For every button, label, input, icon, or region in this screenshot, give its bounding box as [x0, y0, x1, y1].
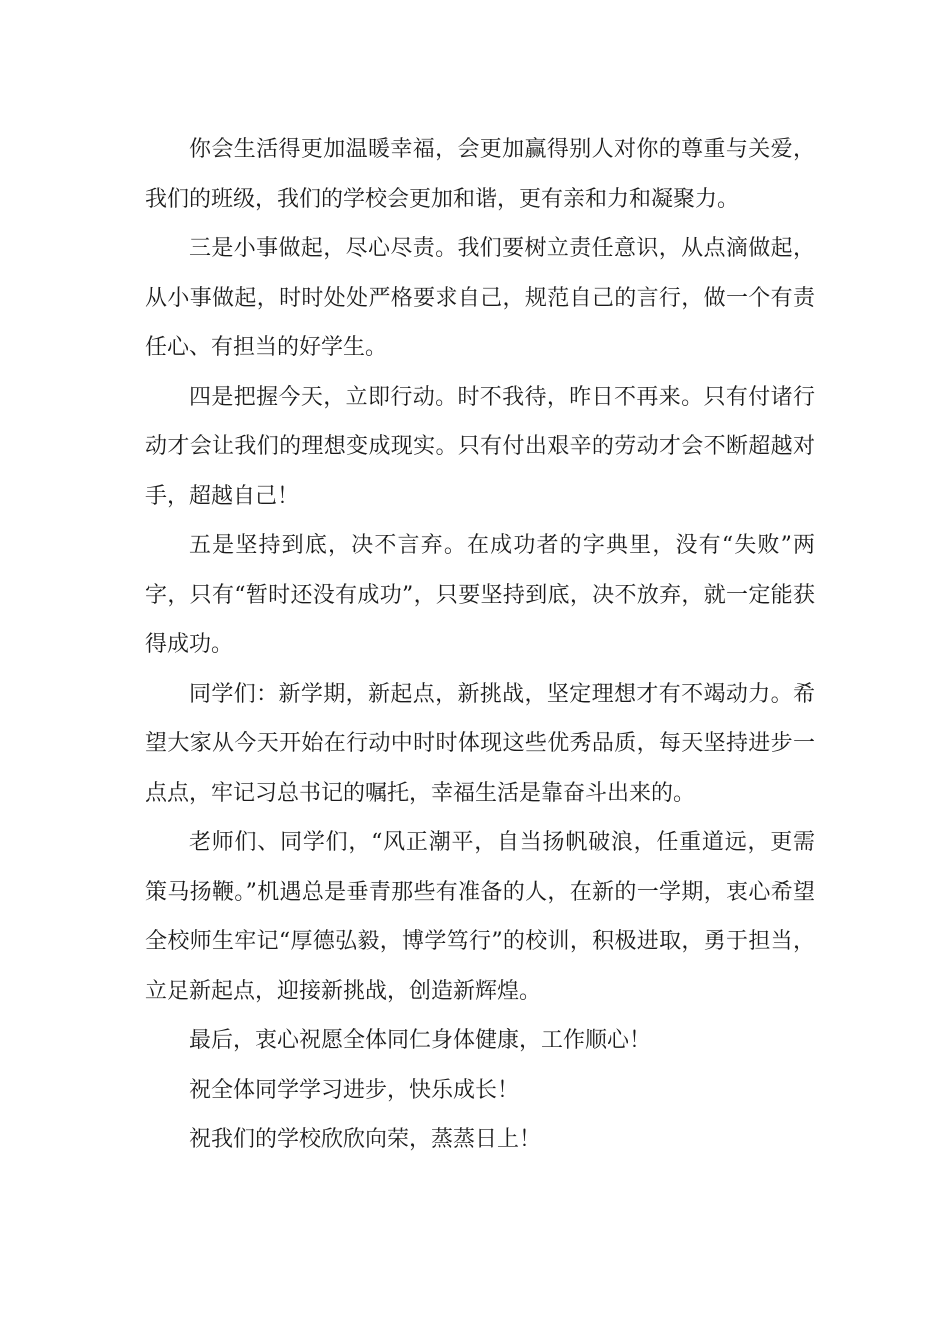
paragraph: 祝我们的学校欣欣向荣，蒸蒸日上！ — [189, 1127, 542, 1152]
paragraph: 三是小事做起，尽心尽责。我们要树立责任意识，从点滴做起，从小事做起，时时处处严格要求自己，规范自己的言行，做一个有责任心、有担当的好学生。 — [145, 236, 815, 360]
paragraph: 你会生活得更加温暖幸福，会更加赢得别人对你的尊重与关爱，我们的班级，我们的学校会更加和谐，更有亲和力和凝聚力。 — [145, 137, 815, 212]
paragraph: 祝全体同学学习进步，快乐成长！ — [189, 1077, 520, 1103]
paragraph: 四是把握今天，立即行动。时不我待，昨日不再来。只有付诸行动才会让我们的理想变成现实。只有付出艰辛的劳动才会不断超越对手，超越自己！ — [145, 384, 815, 509]
document-body — [145, 125, 815, 1165]
paragraph: 五是坚持到底，决不言弃。在成功者的字典里，没有“失败”两字，只有“暂时还没有成功”，只要坚持到底，决不放弃，就一定能获得成功。 — [145, 533, 815, 657]
paragraph: 老师们、同学们，“风正潮平，自当扬帆破浪，任重道远，更需策马扬鞭。”机遇总是垂青那些有准备的人，在新的一学期，衷心希望全校师生牢记“厚德弘毅，博学笃行”的校训，积极进取，勇于担当，立足新起点，迎接新挑战，创造新辉煌。 — [145, 830, 815, 1004]
paragraph: 最后，衷心祝愿全体同仁身体健康，工作顺心！ — [189, 1028, 652, 1053]
paragraph: 同学们：新学期，新起点，新挑战，坚定理想才有不竭动力。希望大家从今天开始在行动中时时体现这些优秀品质，每天坚持进步一点点，牢记习总书记的嘱托，幸福生活是靠奋斗出来的。 — [145, 681, 815, 806]
